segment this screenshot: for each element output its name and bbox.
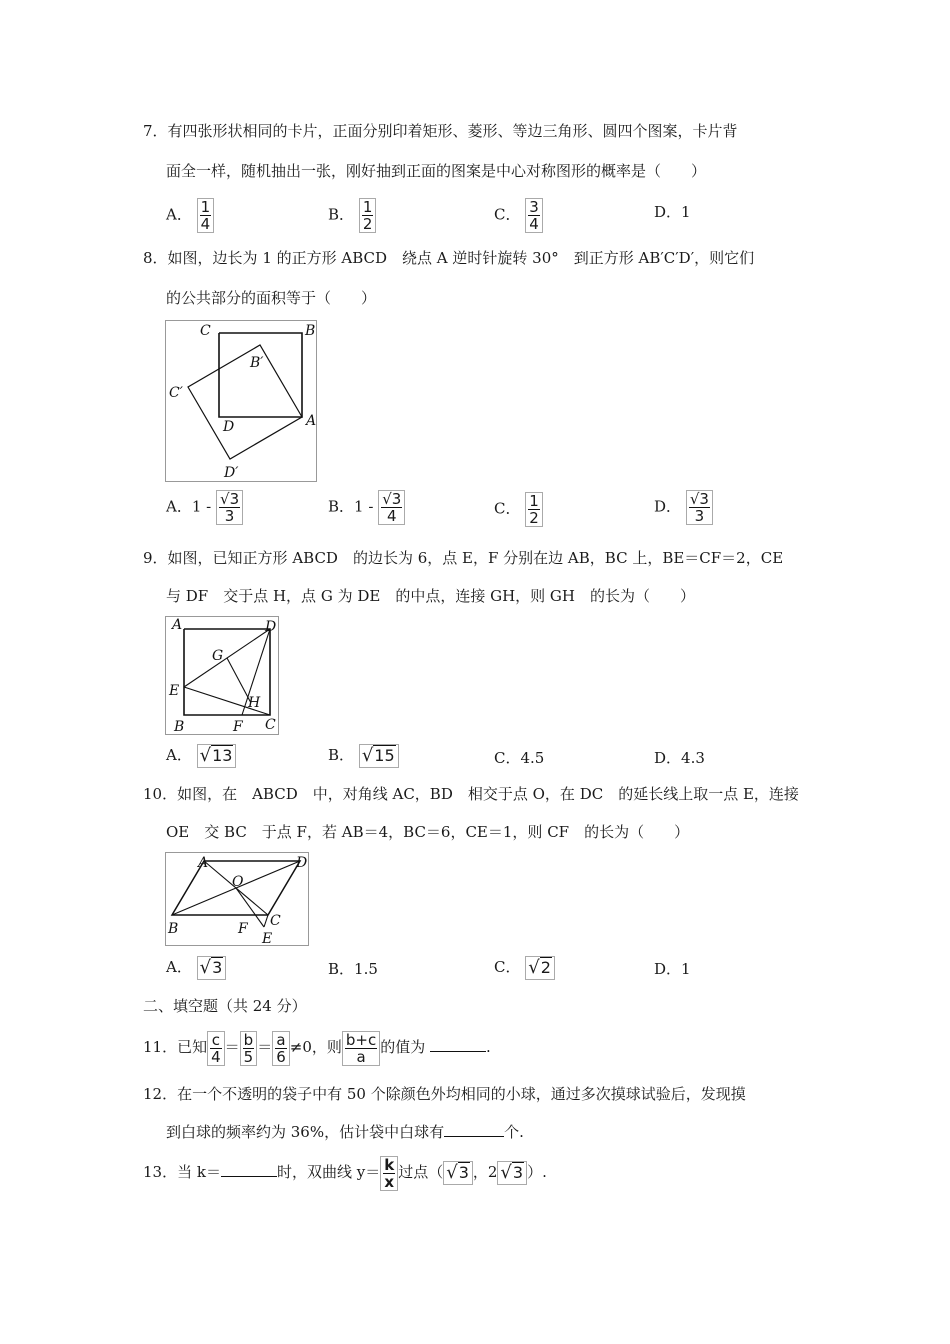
- q9-figure-square: [165, 616, 279, 735]
- q12-text-2: 到白球的频率约为 36%，估计袋中白球有: [166, 1123, 445, 1141]
- sqrt-expression: √13: [197, 744, 237, 768]
- q7-number: 7．: [143, 122, 168, 140]
- label-a: A: [306, 413, 317, 429]
- q8-text-1: 如图，边长为 1 的正方形 ABCD 绕点 A 逆时针旋转 30° 到正方形 AB′C′D′，则它们: [167, 249, 755, 267]
- label-c: C: [265, 717, 276, 733]
- q11-stem: [143, 1030, 491, 1066]
- q9-text-1: 如图，已知正方形 ABCD 的边长为 6，点 E，F 分别在边 AB，BC 上，BE＝CF＝2，CE: [167, 549, 784, 567]
- q7-option-b[interactable]: [328, 198, 376, 233]
- fraction: $\frac{1}{2}$: [525, 492, 543, 527]
- label-f: F: [238, 921, 248, 937]
- q9-option-a[interactable]: [166, 744, 236, 768]
- q8-option-c[interactable]: [494, 492, 543, 527]
- label-e: E: [169, 683, 180, 699]
- sqrt-expression: √3: [197, 956, 227, 980]
- fraction: $\frac{a}{6}$: [272, 1031, 290, 1066]
- q8-stem-line2: 的公共部分的面积等于（ ）: [166, 289, 377, 307]
- answer-blank[interactable]: [430, 1037, 486, 1052]
- answer-blank[interactable]: [221, 1162, 277, 1177]
- label-o: O: [232, 874, 244, 890]
- sqrt-expression: √3: [443, 1161, 473, 1185]
- label-a: A: [198, 855, 209, 871]
- label-d: D: [296, 855, 308, 871]
- fraction-sqrt: $\frac{√3}{4}$: [378, 490, 405, 525]
- q7-option-d[interactable]: D．1: [654, 203, 691, 221]
- q8-figure-rotated-squares: [165, 320, 317, 482]
- label-b: B: [168, 921, 179, 937]
- q13-text-end: ）.: [527, 1163, 547, 1181]
- option-label: A．1 -: [166, 497, 212, 516]
- option-label: A．: [166, 746, 192, 764]
- option-label: B．1 -: [328, 497, 374, 516]
- q13-number: 13．: [143, 1163, 178, 1181]
- section-2-heading: 二、填空题（共 24 分）: [143, 997, 307, 1015]
- label-a: A: [172, 617, 183, 633]
- q10-number: 10．: [143, 785, 178, 803]
- sqrt-expression: √3: [497, 1161, 527, 1185]
- sqrt-expression: √15: [359, 744, 399, 768]
- label-d: D: [223, 419, 235, 435]
- q7-stem-line1: [143, 121, 738, 141]
- label-c-prime: C′: [169, 385, 183, 401]
- label-f: F: [233, 719, 243, 735]
- q11-text-end: .: [486, 1038, 491, 1056]
- q10-stem-line1: [143, 784, 799, 804]
- q13-text-post: 过点（: [398, 1163, 444, 1181]
- equals-sign: ＝: [224, 1038, 240, 1056]
- q12-stem-line1: [143, 1084, 746, 1104]
- q9-option-c[interactable]: C．4.5: [494, 749, 545, 767]
- option-label: C．: [494, 205, 521, 224]
- q11-text-post: 的值为: [380, 1038, 426, 1056]
- q10-stem-line2: OE 交 BC 于点 F，若 AB＝4，BC＝6，CE＝1，则 CF 的长为（ ）: [166, 823, 690, 841]
- label-b: B: [305, 323, 316, 339]
- fraction: $\frac{b}{5}$: [240, 1031, 258, 1066]
- option-label: D．: [654, 497, 682, 516]
- sqrt-expression: √2: [525, 956, 555, 980]
- q8-option-d[interactable]: [654, 490, 713, 525]
- fraction: $\frac{k}{x}$: [380, 1156, 398, 1191]
- q9-option-b[interactable]: [328, 744, 399, 768]
- q10-figure-parallelogram: [165, 852, 309, 946]
- label-c: C: [200, 323, 211, 339]
- label-e: E: [262, 931, 273, 946]
- fraction: $\frac{1}{4}$: [197, 198, 215, 233]
- q13-stem: [143, 1152, 547, 1192]
- q13-text-mid: 时，双曲线 y＝: [276, 1163, 381, 1181]
- answer-blank[interactable]: [444, 1122, 504, 1137]
- label-c: C: [270, 913, 281, 929]
- option-label: A．: [166, 205, 192, 224]
- fraction-sqrt: $\frac{√3}{3}$: [216, 490, 243, 525]
- label-b: B: [174, 719, 185, 735]
- q13-text-comma: ，2: [472, 1163, 498, 1181]
- label-b-prime: B′: [250, 355, 264, 371]
- option-label: A．: [166, 958, 192, 976]
- q8-option-a[interactable]: [166, 490, 243, 525]
- square-ab-c-d: [188, 345, 302, 459]
- q9-number: 9．: [143, 549, 168, 567]
- fraction-sqrt: $\frac{√3}{3}$: [686, 490, 713, 525]
- label-d-prime: D′: [224, 465, 239, 481]
- label-d: D: [265, 619, 277, 635]
- q10-option-c[interactable]: [494, 956, 555, 980]
- q12-stem-line2: [166, 1122, 524, 1142]
- q12-text-3: 个.: [504, 1123, 524, 1141]
- option-label: C．: [494, 958, 521, 976]
- option-label: B．: [328, 746, 355, 764]
- q8-stem-line1: [143, 248, 754, 268]
- label-h: H: [248, 695, 261, 711]
- q10-option-b[interactable]: B．1.5: [328, 960, 378, 978]
- q7-option-c[interactable]: [494, 198, 543, 233]
- q12-text-1: 在一个不透明的袋子中有 50 个除颜色外均相同的小球，通过多次摸球试验后，发现摸: [177, 1085, 746, 1103]
- fraction: $\frac{1}{2}$: [359, 198, 377, 233]
- q11-number: 11．: [143, 1038, 178, 1056]
- q12-number: 12．: [143, 1085, 178, 1103]
- q10-option-d[interactable]: D．1: [654, 960, 691, 978]
- q11-text-mid: ≠0，则: [289, 1038, 342, 1056]
- fraction: $\frac{c}{4}$: [207, 1031, 225, 1066]
- q9-stem-line1: [143, 548, 783, 568]
- label-g: G: [212, 648, 224, 664]
- q9-stem-line2: 与 DF 交于点 H，点 G 为 DE 的中点，连接 GH，则 GH 的长为（ ）: [166, 587, 695, 605]
- fraction: $\frac{b+c}{a}$: [342, 1031, 380, 1066]
- q9-option-d[interactable]: D．4.3: [654, 749, 705, 767]
- q7-stem-line2: 面全一样，随机抽出一张，刚好抽到正面的图案是中心对称图形的概率是（ ）: [166, 162, 707, 180]
- option-label: C．: [494, 499, 521, 518]
- q8-number: 8．: [143, 249, 168, 267]
- fraction: $\frac{3}{4}$: [525, 198, 543, 233]
- extension-ce: [264, 915, 268, 927]
- q10-option-a[interactable]: [166, 956, 226, 980]
- equals-sign: ＝: [257, 1038, 273, 1056]
- q8-option-b[interactable]: [328, 490, 405, 525]
- q10-text-1: 如图，在 ABCD 中，对角线 AC，BD 相交于点 O，在 DC 的延长线上取一点 E，连接: [177, 785, 799, 803]
- q7-text-1: 有四张形状相同的卡片，正面分别印着矩形、菱形、等边三角形、圆四个图案，卡片背: [167, 122, 738, 140]
- q7-option-a[interactable]: [166, 198, 214, 233]
- q13-text-pre: 当 k＝: [177, 1163, 221, 1181]
- q11-text-pre: 已知: [177, 1038, 208, 1056]
- option-label: B．: [328, 205, 355, 224]
